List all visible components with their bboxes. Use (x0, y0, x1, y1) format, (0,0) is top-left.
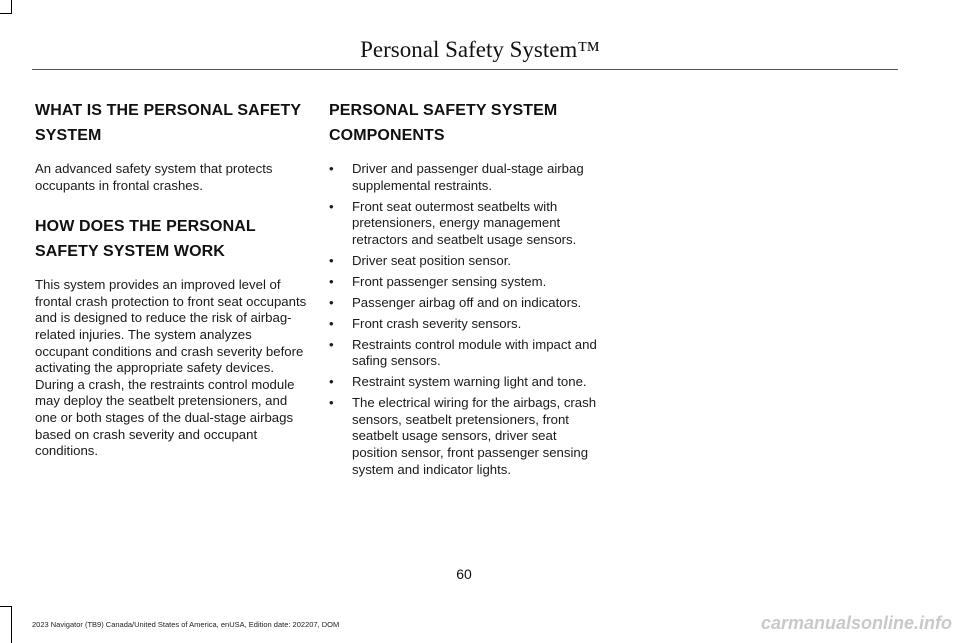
heading-line-1: PERSONAL SAFETY SYSTEM (329, 102, 558, 119)
paragraph-what-is: An advanced safety system that protects occupants in frontal crashes. (35, 161, 273, 193)
list-item (329, 374, 603, 391)
footer-edition-info: 2023 Navigator (TB9) Canada/United States of America, enUSA, Edition date: 202207, DOM (32, 620, 340, 629)
bullet: • (329, 374, 334, 390)
list-item-text: Restraints control module with impact and safing sensors. (352, 336, 597, 369)
heading-line-1: HOW DOES THE PERSONAL (35, 218, 256, 236)
list-item (329, 337, 603, 370)
list-item (329, 199, 603, 249)
heading-line-2: COMPONENTS (329, 127, 445, 144)
list-item (329, 295, 603, 312)
bullet: • (329, 198, 334, 214)
list-item (329, 274, 603, 291)
bullet: • (329, 315, 334, 331)
list-item-text: Front seat outermost seatbelts with pretensioners, energy management retractors and seatbelt usage sensors. (352, 198, 577, 247)
heading-line-2: SYSTEM (35, 127, 102, 144)
list-item (329, 253, 603, 270)
bullet: • (329, 336, 334, 352)
list-item (329, 161, 603, 194)
paragraph-how-it-works: This system provides an improved level of frontal crash protection to front seat occupants and is designed to reduce the risk of airbag-related injuries. The system analyzes occupant conditions and crash severity before activating the appropriate safety devices. During a crash, the restraints control module may deploy the seatbelt pretensioners, and one or both stages of the dual-stage airbags based on crash severity and occupant conditions. (35, 277, 307, 459)
bullet: • (329, 294, 334, 310)
list-item-text: Driver seat position sensor. (352, 252, 512, 268)
crop-mark-top-left-horizontal (0, 13, 12, 14)
bullet: • (329, 273, 334, 289)
bullet: • (329, 161, 334, 176)
crop-mark-top-left-vertical (11, 0, 12, 14)
crop-mark-bottom-left-vertical (11, 606, 12, 643)
list-item (329, 395, 603, 478)
list-item-text: Passenger airbag off and on indicators. (352, 294, 582, 310)
list-item-text: Front crash severity sensors. (352, 315, 522, 331)
left-column (35, 98, 307, 460)
bullet: • (329, 395, 334, 411)
bullet: • (329, 252, 334, 268)
header-divider (32, 69, 898, 70)
page-title: Personal Safety System™ (360, 37, 600, 62)
right-column (329, 98, 603, 483)
list-item (329, 316, 603, 333)
section-heading-how-it-works (35, 214, 307, 264)
heading-line-1: WHAT IS THE PERSONAL SAFETY (35, 102, 302, 119)
section-heading-what-is (35, 98, 307, 148)
list-item-text: Restraint system warning light and tone. (352, 374, 587, 390)
list-item-text: Driver and passenger dual-stage airbag supplemental restraints. (352, 161, 584, 193)
components-list (329, 161, 603, 478)
section-heading-components (329, 98, 603, 148)
watermark: carmanualsonline.info (760, 613, 952, 633)
list-item-text: Front passenger sensing system. (352, 273, 547, 289)
list-item-text: The electrical wiring for the airbags, crash sensors, seatbelt pretensioners, front seatbelt usage sensors, driver seat position sensor, front passenger sensing system and indicator lights. (352, 395, 597, 477)
crop-mark-bottom-left-horizontal (0, 606, 12, 607)
heading-line-2: SAFETY SYSTEM WORK (35, 243, 225, 261)
page-number: 60 (456, 566, 472, 582)
